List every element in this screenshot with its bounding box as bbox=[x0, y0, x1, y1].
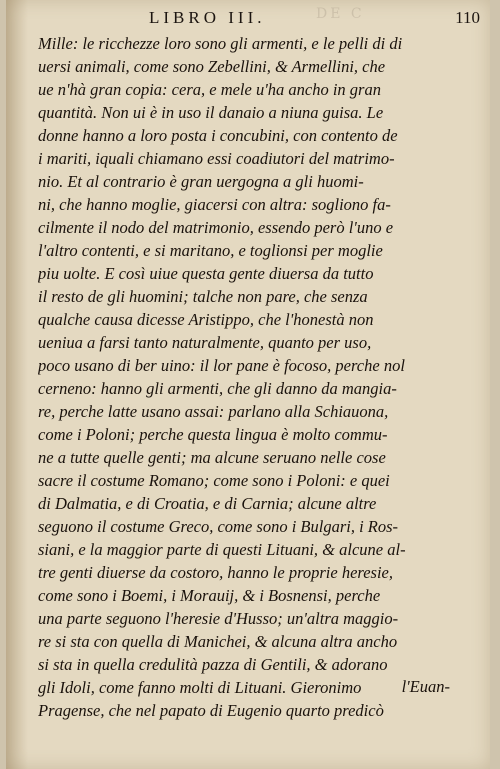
catchword: l'Euan- bbox=[401, 677, 450, 696]
text-line: tre genti diuerse da costoro, hanno le proprie heresie, bbox=[38, 563, 393, 582]
text-line: il resto de gli huomini; talche non pare, che senza bbox=[38, 287, 368, 306]
text-line: ne a tutte quelle genti; ma alcune seruano nelle cose bbox=[38, 448, 386, 467]
text-line: una parte seguono l'heresie d'Husso; un'altra maggio- bbox=[38, 609, 399, 628]
text-line: cilmente il nodo del matrimonio, essendo però l'uno e bbox=[38, 218, 394, 237]
text-line: sacre il costume Romano; come sono i Poloni: e quei bbox=[38, 471, 390, 490]
bleed-through-text: DE C bbox=[316, 6, 365, 22]
text-line: gli Idoli, come fanno molti di Lituani. Gieronimo bbox=[38, 678, 362, 697]
text-line: quantità. Non ui è in uso il danaio a niuna guisa. Le bbox=[38, 103, 384, 122]
body-text bbox=[38, 32, 488, 722]
text-line: come sono i Boemi, i Morauij, & i Bosnensi, perche bbox=[38, 586, 381, 605]
text-line: cerneno: hanno gli armenti, che gli danno da mangia- bbox=[38, 379, 397, 398]
text-line: i mariti, iquali chiamano essi coadiutori del matrimo- bbox=[38, 149, 395, 168]
text-line: qualche causa dicesse Aristippo, che l'honestà non bbox=[38, 310, 374, 329]
text-line: si sta in quella credulità pazza di Gentili, & adorano bbox=[38, 655, 388, 674]
text-line: Mille: le ricchezze loro sono gli armenti, e le pelli di di bbox=[38, 34, 403, 53]
running-title: LIBRO III. bbox=[149, 8, 266, 27]
page-number: 110 bbox=[455, 8, 480, 27]
text-line: nio. Et al contrario è gran uergogna a gli huomi- bbox=[38, 172, 364, 191]
text-line: siani, e la maggior parte di questi Lituani, & alcune al- bbox=[38, 540, 406, 559]
text-line: re si sta con quella di Manichei, & alcuna altra ancho bbox=[38, 632, 398, 651]
text-line: come i Poloni; perche questa lingua è molto commu- bbox=[38, 425, 388, 444]
book-page bbox=[6, 0, 490, 769]
text-line: poco usano di ber uino: il lor pane è focoso, perche nol bbox=[38, 356, 405, 375]
page-header bbox=[34, 8, 490, 30]
gutter-shadow bbox=[6, 0, 28, 769]
text-line: ni, che hanno moglie, giacersi con altra: sogliono fa- bbox=[38, 195, 391, 214]
text-line: uersi animali, come sono Zebellini, & Armellini, che bbox=[38, 57, 386, 76]
text-line: re, perche latte usano assai: parlano alla Schiauona, bbox=[38, 402, 389, 421]
text-line: donne hanno a loro posta i concubini, con contento de bbox=[38, 126, 398, 145]
text-line: l'altro contenti, e si maritano, e toglionsi per moglie bbox=[38, 241, 383, 260]
text-line: ue n'hà gran copia: cera, e mele u'ha ancho in gran bbox=[38, 80, 381, 99]
text-line: di Dalmatia, e di Croatia, e di Carnia; alcune altre bbox=[38, 494, 377, 513]
text-line: piu uolte. E così uiue questa gente diuersa da tutto bbox=[38, 264, 374, 283]
text-line: Pragense, che nel papato di Eugenio quarto predicò bbox=[38, 701, 384, 720]
text-line: seguono il costume Greco, come sono i Bulgari, i Ros- bbox=[38, 517, 399, 536]
text-line: ueniua a farsi tanto naturalmente, quanto per uso, bbox=[38, 333, 372, 352]
